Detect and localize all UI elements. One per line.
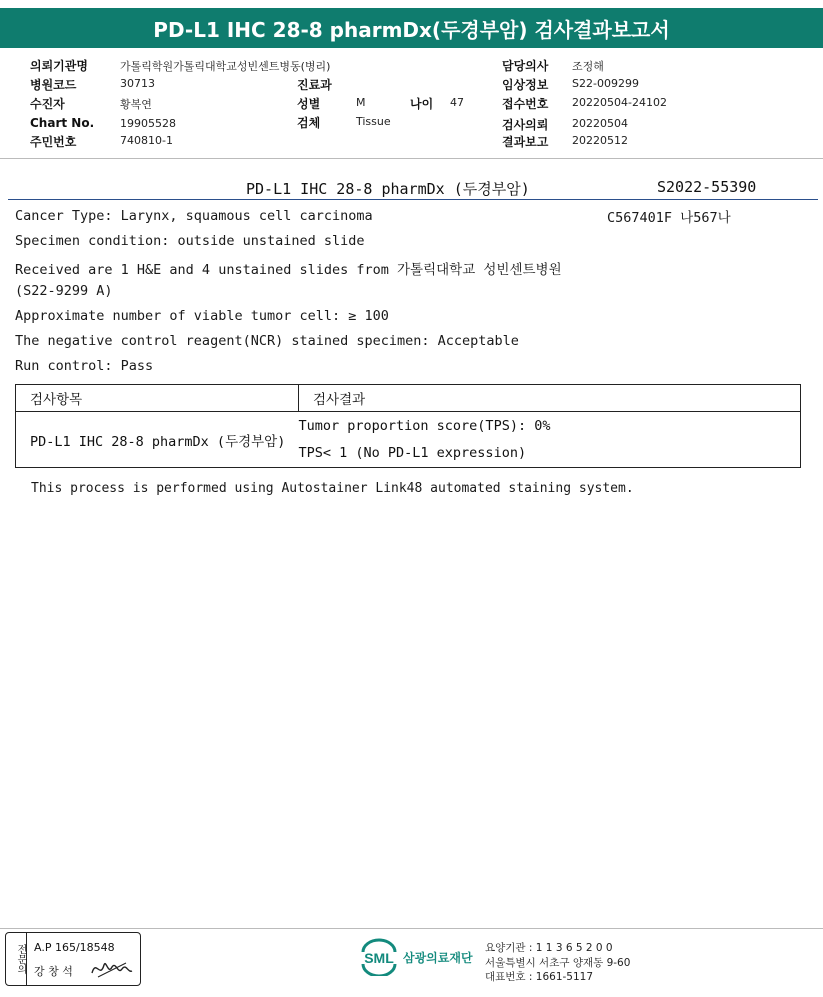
dept-label: 진료과 xyxy=(297,78,332,92)
report-line: Received are 1 H&E and 4 unstained slides from 가톨릭대학교 성빈센트병원 xyxy=(15,262,562,278)
receipt-value: 20220504-24102 xyxy=(572,96,667,109)
report-date-label: 결과보고 xyxy=(502,135,549,149)
sex-label: 성별 xyxy=(297,97,321,111)
request-label: 검사의뢰 xyxy=(502,118,549,132)
report-id: S2022-55390 xyxy=(657,178,757,196)
address: 서울특별시 서초구 양재동 9-60 xyxy=(485,957,631,969)
specimen-label: 검체 xyxy=(297,116,321,130)
age-label: 나이 xyxy=(410,97,434,111)
hospital-code-label: 병원코드 xyxy=(30,78,77,92)
institution-label: 의뢰기관명 xyxy=(30,59,88,73)
process-note: This process is performed using Autostainer Link48 automated staining system. xyxy=(31,481,634,496)
chart-label: Chart No. xyxy=(30,116,95,130)
report-date-value: 20220512 xyxy=(572,134,628,147)
report-subtitle: PD-L1 IHC 28-8 pharmDx (두경부암) xyxy=(246,180,530,198)
clinical-value: S22-009299 xyxy=(572,77,639,90)
stamp-side-label: 전문의 xyxy=(6,933,27,985)
table-result-score: Tumor proportion score(TPS): 0% xyxy=(299,412,801,440)
result-table xyxy=(15,384,801,468)
specimen-value: Tissue xyxy=(356,115,391,128)
doctor-value: 조정해 xyxy=(572,60,604,73)
doctor-label: 담당의사 xyxy=(502,59,549,73)
age-value: 47 xyxy=(450,96,464,109)
report-title: PD-L1 IHC 28-8 pharmDx(두경부암) 검사결과보고서 xyxy=(0,8,823,48)
header-divider xyxy=(0,158,823,159)
id-value: 740810-1 xyxy=(120,134,173,147)
table-result-interpretation: TPS< 1 (No PD-L1 expression) xyxy=(299,440,801,468)
specimen-code: C567401F 나567나 xyxy=(607,210,731,226)
report-line: Run control: Pass xyxy=(15,358,154,374)
receipt-label: 접수번호 xyxy=(502,97,549,111)
sml-logo-text: SML xyxy=(364,950,394,966)
id-label: 주민번호 xyxy=(30,135,77,149)
report-line: Cancer Type: Larynx, squamous cell carcinoma xyxy=(15,208,373,224)
phone: 대표번호 : 1661-5117 xyxy=(485,971,594,983)
institution-value: 가톨릭학원가톨릭대학교성빈센트병동(병리) xyxy=(120,60,331,73)
chart-value: 19905528 xyxy=(120,117,176,130)
patient-label: 수진자 xyxy=(30,97,65,111)
footer-divider xyxy=(0,928,823,929)
org-name: 삼광의료재단 xyxy=(403,950,473,965)
sml-logo-icon xyxy=(357,938,401,976)
hospital-code-value: 30713 xyxy=(120,77,155,90)
table-header-result: 검사결과 xyxy=(299,385,801,412)
table-item: PD-L1 IHC 28-8 pharmDx (두경부암) xyxy=(16,412,299,468)
sex-value: M xyxy=(356,96,366,109)
report-line: (S22-9299 A) xyxy=(15,283,113,299)
report-line: The negative control reagent(NCR) stained specimen: Acceptable xyxy=(15,333,519,349)
sml-logo xyxy=(357,938,473,976)
report-line: Specimen condition: outside unstained slide xyxy=(15,233,365,249)
ap-number: A.P 165/18548 xyxy=(34,941,115,954)
pathologist-stamp xyxy=(5,932,141,986)
signature-icon xyxy=(90,957,134,981)
request-value: 20220504 xyxy=(572,117,628,130)
patient-value: 황복연 xyxy=(120,98,152,111)
report-line: Approximate number of viable tumor cell: ≥ 100 xyxy=(15,308,389,324)
institution-code: 요양기관 : 1 1 3 6 5 2 0 0 xyxy=(485,942,613,954)
subtitle-divider xyxy=(8,199,818,200)
pathologist-name: 강 창 석 xyxy=(34,965,73,978)
clinical-label: 임상정보 xyxy=(502,78,549,92)
table-header-item: 검사항목 xyxy=(16,385,299,412)
